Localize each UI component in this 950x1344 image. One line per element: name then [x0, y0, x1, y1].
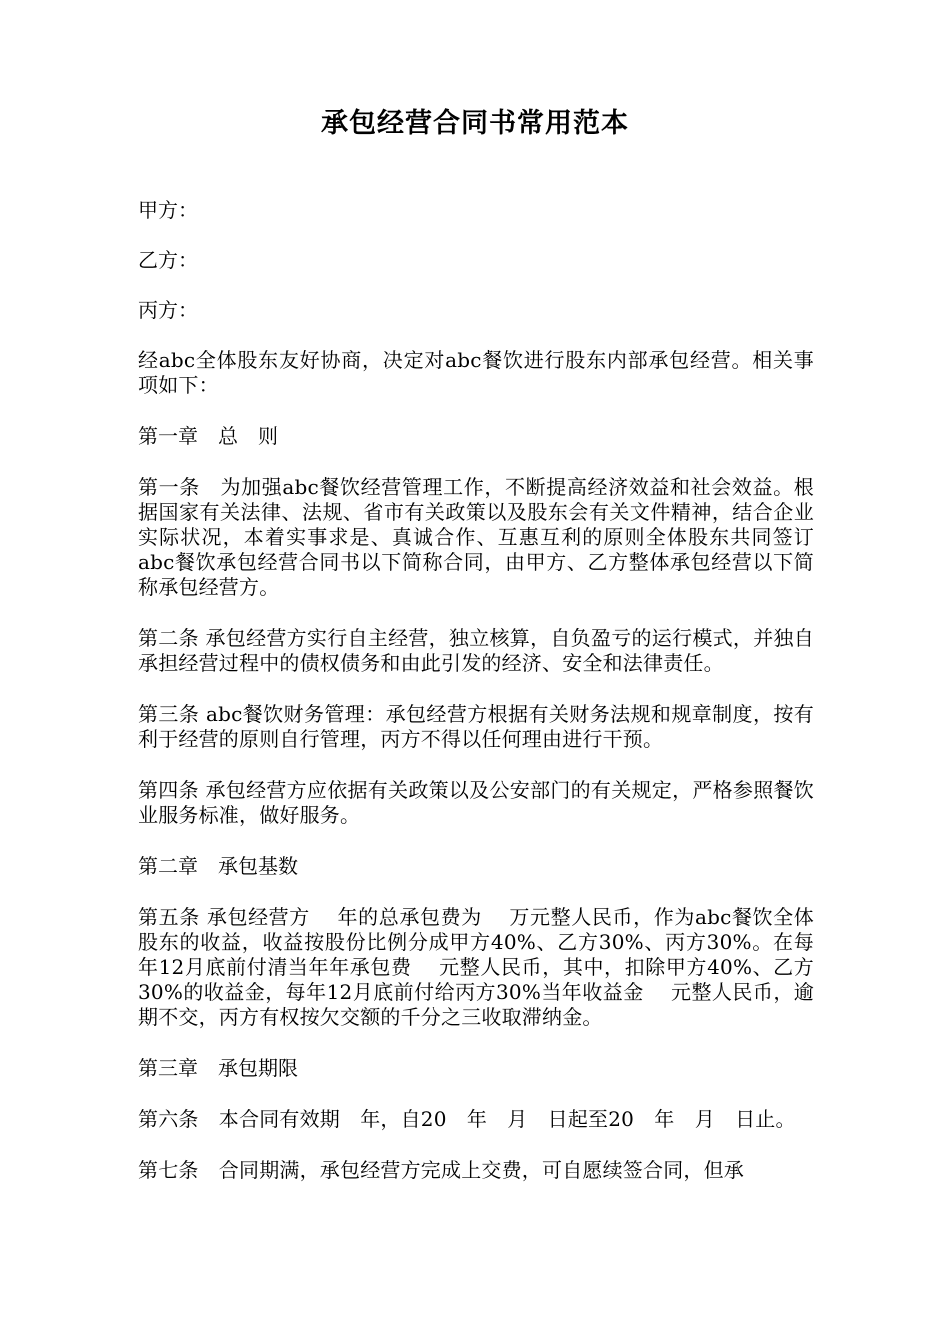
article-5: 第五条 承包经营方 年的总承包费为 万元整人民币，作为abc餐饮全体股东的收益，收益按股份比例分成甲方40%、乙方30%、丙方30%。在每年12月底前付清当年年承包费 元整人民币，其中，扣除甲方40%、乙方30%的收益金，每年12月底前付给丙方30%当年收益金 元整人民币，逾期不交，丙方有权按欠交额的千分之三收取滞纳金。 [138, 905, 814, 1029]
chapter-1-heading: 第一章 总 则 [138, 424, 278, 448]
article-2: 第二条 承包经营方实行自主经营，独立核算，自负盈亏的运行模式，并独自承担经营过程中的债权债务和由此引发的经济、安全和法律责任。 [138, 626, 814, 675]
party-c-line: 丙方： [138, 298, 198, 322]
document-body [138, 198, 814, 1209]
article-4: 第四条 承包经营方应依据有关政策以及公安部门的有关规定，严格参照餐饮业服务标准，做好服务。 [138, 778, 814, 827]
article-1: 第一条 为加强abc餐饮经营管理工作，不断提高经济效益和社会效益。根据国家有关法律、法规、省市有关政策以及股东会有关文件精神，结合企业实际状况，本着实事求是、真诚合作、互惠互利的原则全体股东共同签订abc餐饮承包经营合同书以下简称合同，由甲方、乙方整体承包经营以下简称承包经营方。 [138, 475, 814, 599]
party-a-line: 甲方： [138, 198, 198, 222]
intro-paragraph: 经abc全体股东友好协商，决定对abc餐饮进行股东内部承包经营。相关事项如下： [138, 348, 814, 397]
party-b-line: 乙方： [138, 248, 198, 272]
article-3: 第三条 abc餐饮财务管理：承包经营方根据有关财务法规和规章制度，按有利于经营的原则自行管理，丙方不得以任何理由进行干预。 [138, 702, 814, 751]
document-title: 承包经营合同书常用范本 [321, 108, 629, 139]
article-6: 第六条 本合同有效期 年，自20 年 月 日起至20 年 月 日止。 [138, 1107, 796, 1131]
chapter-2-heading: 第二章 承包基数 [138, 854, 298, 878]
chapter-3-heading: 第三章 承包期限 [138, 1056, 298, 1080]
article-7: 第七条 合同期满，承包经营方完成上交费，可自愿续签合同，但承 [138, 1158, 744, 1182]
